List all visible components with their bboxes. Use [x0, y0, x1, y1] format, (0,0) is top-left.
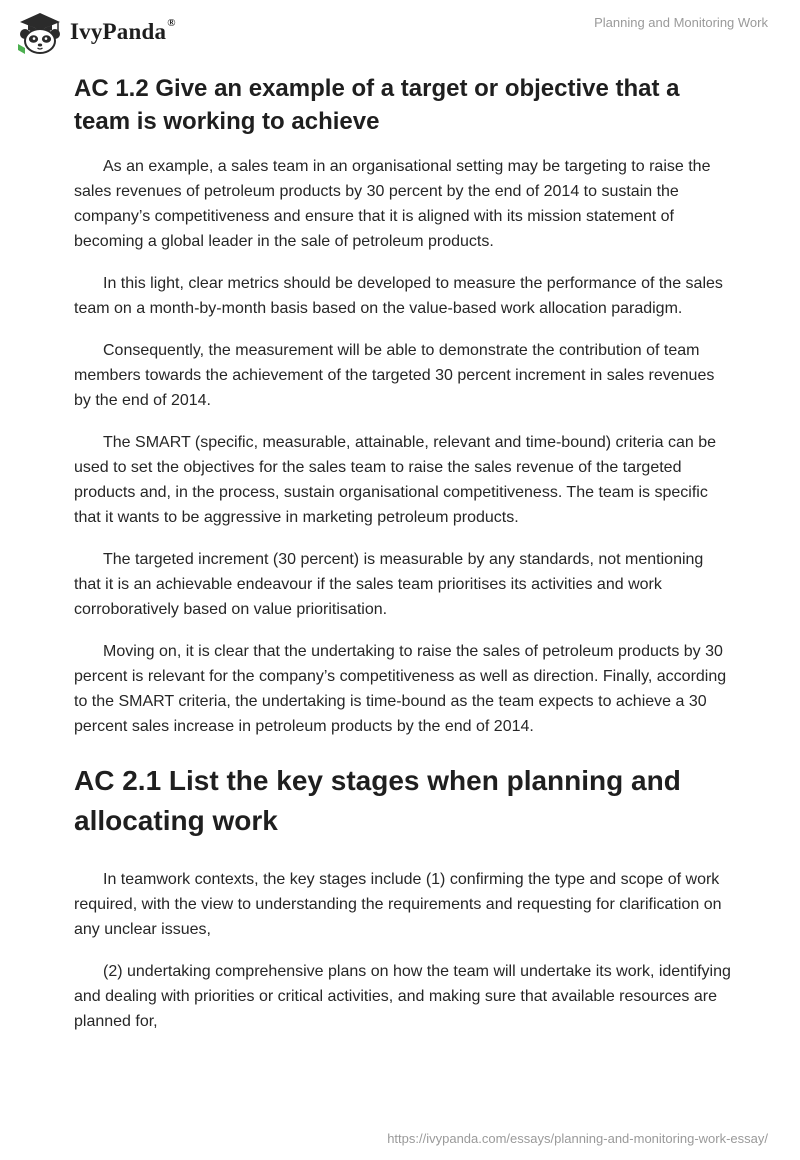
paragraph: The SMART (specific, measurable, attainable, relevant and time-bound) criteria can be used to set the objectives for the sales team to raise the sales revenue of the targeted products and, in the process, sustain organisational competitiveness. The team is specific that it wants to be aggressive in marketing petroleum products. [74, 434, 717, 526]
panda-graduate-icon [14, 10, 66, 54]
brand-name: IvyPanda® [70, 17, 176, 44]
ivypanda-logo[interactable] [14, 10, 176, 54]
source-url-link[interactable]: https://ivypanda.com/essays/planning-and-monitoring-work-essay/ [387, 1131, 768, 1146]
section-heading-ac-1-2: AC 1.2 Give an example of a target or objective that a team is working to achieve [74, 75, 680, 135]
page-header [0, 0, 800, 64]
paragraph: In this light, clear metrics should be developed to measure the performance of the sales team on a month-by-month basis based on the value-based work allocation paradigm. [74, 275, 723, 317]
paragraph: The targeted increment (30 percent) is measurable by any standards, not mentioning that it is an achievable endeavour if the sales team prioritises its activities and work corroboratively based on value prioritisation. [74, 551, 704, 618]
paragraph: Consequently, the measurement will be able to demonstrate the contribution of team members towards the achievement of the targeted 30 percent increment in sales revenues by the end of 2014. [74, 342, 715, 409]
paragraph: In teamwork contexts, the key stages include (1) confirming the type and scope of work required, with the view to understanding the requirements and requesting for clarification on any unclear issues, [74, 871, 722, 938]
section-heading-ac-2-1: AC 2.1 List the key stages when planning and allocating work [74, 765, 681, 836]
paragraph: Moving on, it is clear that the undertaking to raise the sales of petroleum products by 30 percent is relevant for the company’s competitiveness as well as direction. Finally, according to the SMART criteria, the undertaking is time-bound as the team expects to achieve a 30 percent sales increase in petroleum products by the end of 2014. [74, 643, 727, 735]
paragraph: (2) undertaking comprehensive plans on how the team will undertake its work, identifying and dealing with priorities or critical activities, and making sure that available resources are planned for, [74, 963, 731, 1030]
paragraph: As an example, a sales team in an organisational setting may be targeting to raise the sales revenues of petroleum products by 30 percent by the end of 2014 to sustain the company’s competitiveness and ensure that it is aligned with its mission statement of becoming a global leader in the sale of petroleum products. [74, 158, 711, 250]
essay-content [74, 72, 734, 1034]
running-title: Planning and Monitoring Work [594, 15, 768, 30]
